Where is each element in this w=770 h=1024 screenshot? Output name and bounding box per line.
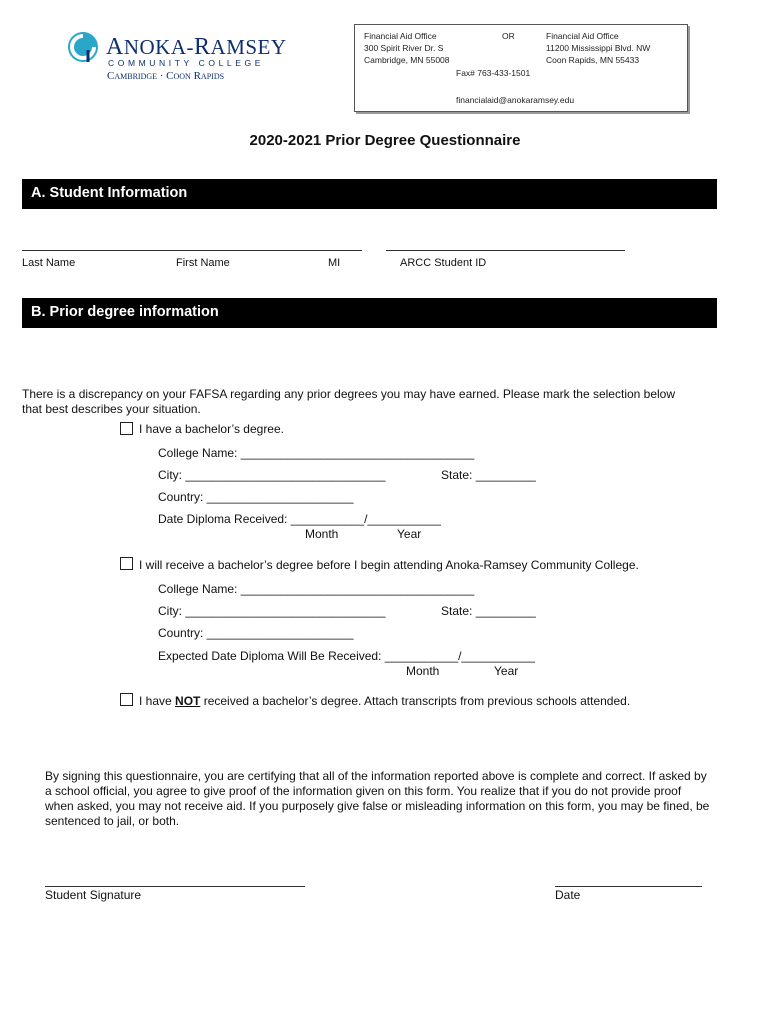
date-line[interactable] [555, 886, 702, 887]
section-b-title: B. Prior degree information [31, 304, 219, 320]
date-label: Date [555, 888, 581, 902]
option1-month-label: Month [305, 527, 339, 541]
first-name-label: First Name [176, 257, 230, 269]
option1-state-field[interactable]: State: _________ [441, 468, 536, 482]
option2-country-field[interactable]: Country: ______________________ [158, 626, 354, 640]
contact-box [354, 24, 688, 112]
contact-left-city: Cambridge, MN 55008 [364, 55, 450, 65]
option-will-receive-checkbox[interactable] [120, 557, 133, 570]
contact-left-street: 300 Spirit River Dr. S [364, 43, 444, 53]
student-id-field-line[interactable] [386, 250, 625, 251]
option1-country-field[interactable]: Country: ______________________ [158, 490, 354, 504]
contact-email[interactable]: financialaid@anokaramsey.edu [456, 95, 575, 105]
option2-month-label: Month [406, 664, 440, 678]
student-id-label: ARCC Student ID [400, 257, 487, 269]
college-logo-subtitle: COMMUNITY COLLEGE [108, 58, 264, 68]
contact-right-city: Coon Rapids, MN 55433 [546, 55, 640, 65]
not-emphasis: NOT [175, 694, 201, 708]
certification-line1: By signing this questionnaire, you are certifying that all of the information reported above is complete and correct. If asked by [45, 769, 707, 783]
section-b-intro-line1: There is a discrepancy on your FAFSA regarding any prior degrees you may have earned. Please mark the selection below [22, 387, 676, 401]
option-will-receive-label: I will receive a bachelor’s degree before I begin attending Anoka-Ramsey Community College. [139, 558, 639, 572]
section-b-header [22, 298, 717, 328]
section-a-title: A. Student Information [31, 185, 188, 201]
certification-line2: a school official, you agree to give proof of the information given on this form. You realize that if you do not provide proof [45, 784, 682, 798]
option-no-degree-label: I have NOT received a bachelor’s degree. Attach transcripts from previous schools attended. [139, 694, 631, 708]
college-logo-name: ANOKA-RAMSEY [106, 34, 287, 60]
contact-right-street: 11200 Mississippi Blvd. NW [546, 43, 651, 53]
section-b-intro-line2: that best describes your situation. [22, 402, 201, 416]
option2-state-field[interactable]: State: _________ [441, 604, 536, 618]
college-logo-locations: Cambridge · Coon Rapids [107, 70, 225, 82]
certification-line4: sentenced to jail, or both. [45, 814, 180, 828]
option2-year-label: Year [494, 664, 519, 678]
name-field-line[interactable] [22, 250, 362, 251]
contact-right-office: Financial Aid Office [546, 31, 619, 41]
option2-college-name-field[interactable]: College Name: ___________________________________ [158, 582, 475, 596]
option1-date-field[interactable]: Date Diploma Received: ___________/___________ [158, 512, 441, 526]
contact-left-office: Financial Aid Office [364, 31, 437, 41]
option1-college-name-field[interactable]: College Name: ___________________________________ [158, 446, 475, 460]
contact-fax: Fax# 763-433-1501 [456, 68, 531, 78]
option-have-degree-checkbox[interactable] [120, 422, 133, 435]
option1-year-label: Year [397, 527, 422, 541]
option-no-degree-checkbox[interactable] [120, 693, 133, 706]
page-title: 2020-2021 Prior Degree Questionnaire [249, 132, 521, 149]
option2-city-field[interactable]: City: ______________________________ [158, 604, 386, 618]
option-have-degree-label: I have a bachelor’s degree. [139, 422, 284, 436]
student-signature-line[interactable] [45, 886, 305, 887]
college-logo-mark [66, 30, 100, 64]
certification-line3: when asked, you may not receive aid. If you purposely give false or misleading information on this form, you may be fined, be [45, 799, 710, 813]
option2-date-field[interactable]: Expected Date Diploma Will Be Received: ___________/___________ [158, 649, 535, 663]
contact-or: OR [502, 31, 515, 41]
last-name-label: Last Name [22, 257, 76, 269]
mi-label: MI [328, 257, 341, 269]
section-a-header [22, 179, 717, 209]
option1-city-field[interactable]: City: ______________________________ [158, 468, 386, 482]
student-signature-label: Student Signature [45, 888, 142, 902]
